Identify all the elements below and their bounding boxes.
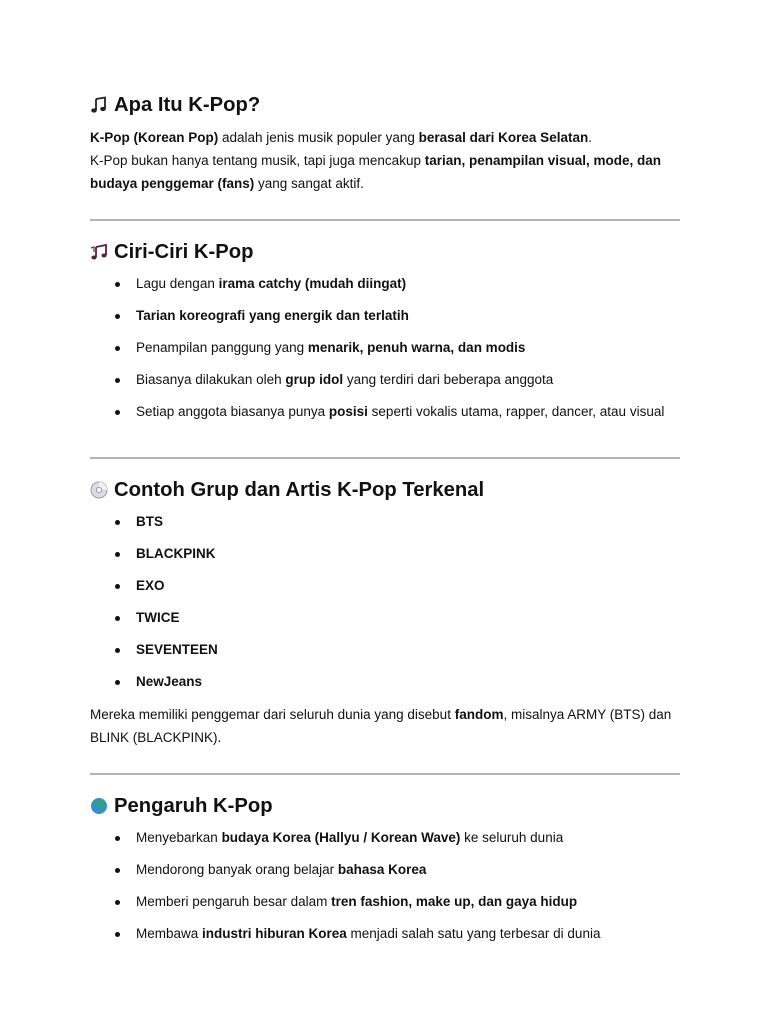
list-item: EXO xyxy=(90,575,680,607)
divider xyxy=(90,773,680,775)
list-item: Tarian koreografi yang energik dan terlatih xyxy=(90,305,680,337)
section-ciri-ciri xyxy=(90,241,680,433)
music-notes-icon xyxy=(90,243,108,261)
list-item: Penampilan panggung yang menarik, penuh warna, dan modis xyxy=(90,337,680,369)
section-title: Ciri-Ciri K-Pop xyxy=(114,240,254,263)
list-item: SEVENTEEN xyxy=(90,639,680,671)
section-contoh-grup xyxy=(90,479,680,749)
music-note-icon xyxy=(90,96,108,114)
bullet-list xyxy=(90,827,680,955)
section-title: Contoh Grup dan Artis K-Pop Terkenal xyxy=(114,478,485,501)
globe-icon xyxy=(90,797,108,815)
list-item: Menyebarkan budaya Korea (Hallyu / Korean Wave) ke seluruh dunia xyxy=(90,827,680,859)
section-apa-itu-kpop xyxy=(90,94,680,195)
document-content xyxy=(90,94,680,955)
paragraph: Mereka memiliki penggemar dari seluruh dunia yang disebut fandom, misalnya ARMY (BTS) dan BLINK (BLACKPINK). xyxy=(90,707,672,745)
section-title: Pengaruh K-Pop xyxy=(114,794,273,817)
list-item: NewJeans xyxy=(90,671,680,703)
bullet-list xyxy=(90,273,680,433)
paragraph: K-Pop (Korean Pop) adalah jenis musik populer yang berasal dari Korea Selatan. K-Pop bukan hanya tentang musik, tapi juga mencakup tarian, penampilan visual, mode, dan budaya penggemar (fans) yang sangat aktif. xyxy=(90,130,662,191)
divider xyxy=(90,457,680,459)
list-item: Biasanya dilakukan oleh grup idol yang terdiri dari beberapa anggota xyxy=(90,369,680,401)
list-item: TWICE xyxy=(90,607,680,639)
list-item: Mendorong banyak orang belajar bahasa Korea xyxy=(90,859,680,891)
list-item: Membawa industri hiburan Korea menjadi salah satu yang terbesar di dunia xyxy=(90,923,680,955)
section-heading xyxy=(90,241,680,263)
list-item: Setiap anggota biasanya punya posisi seperti vokalis utama, rapper, dancer, atau visual xyxy=(90,401,680,433)
section-title: Apa Itu K-Pop? xyxy=(114,93,261,116)
section-heading xyxy=(90,94,680,116)
list-item: BLACKPINK xyxy=(90,543,680,575)
section-heading xyxy=(90,795,680,817)
bullet-list xyxy=(90,511,680,703)
section-heading xyxy=(90,479,680,501)
cd-disc-icon xyxy=(90,481,108,499)
divider xyxy=(90,219,680,221)
list-item: Memberi pengaruh besar dalam tren fashion, make up, dan gaya hidup xyxy=(90,891,680,923)
list-item: Lagu dengan irama catchy (mudah diingat) xyxy=(90,273,680,305)
list-item: BTS xyxy=(90,511,680,543)
section-pengaruh xyxy=(90,795,680,955)
